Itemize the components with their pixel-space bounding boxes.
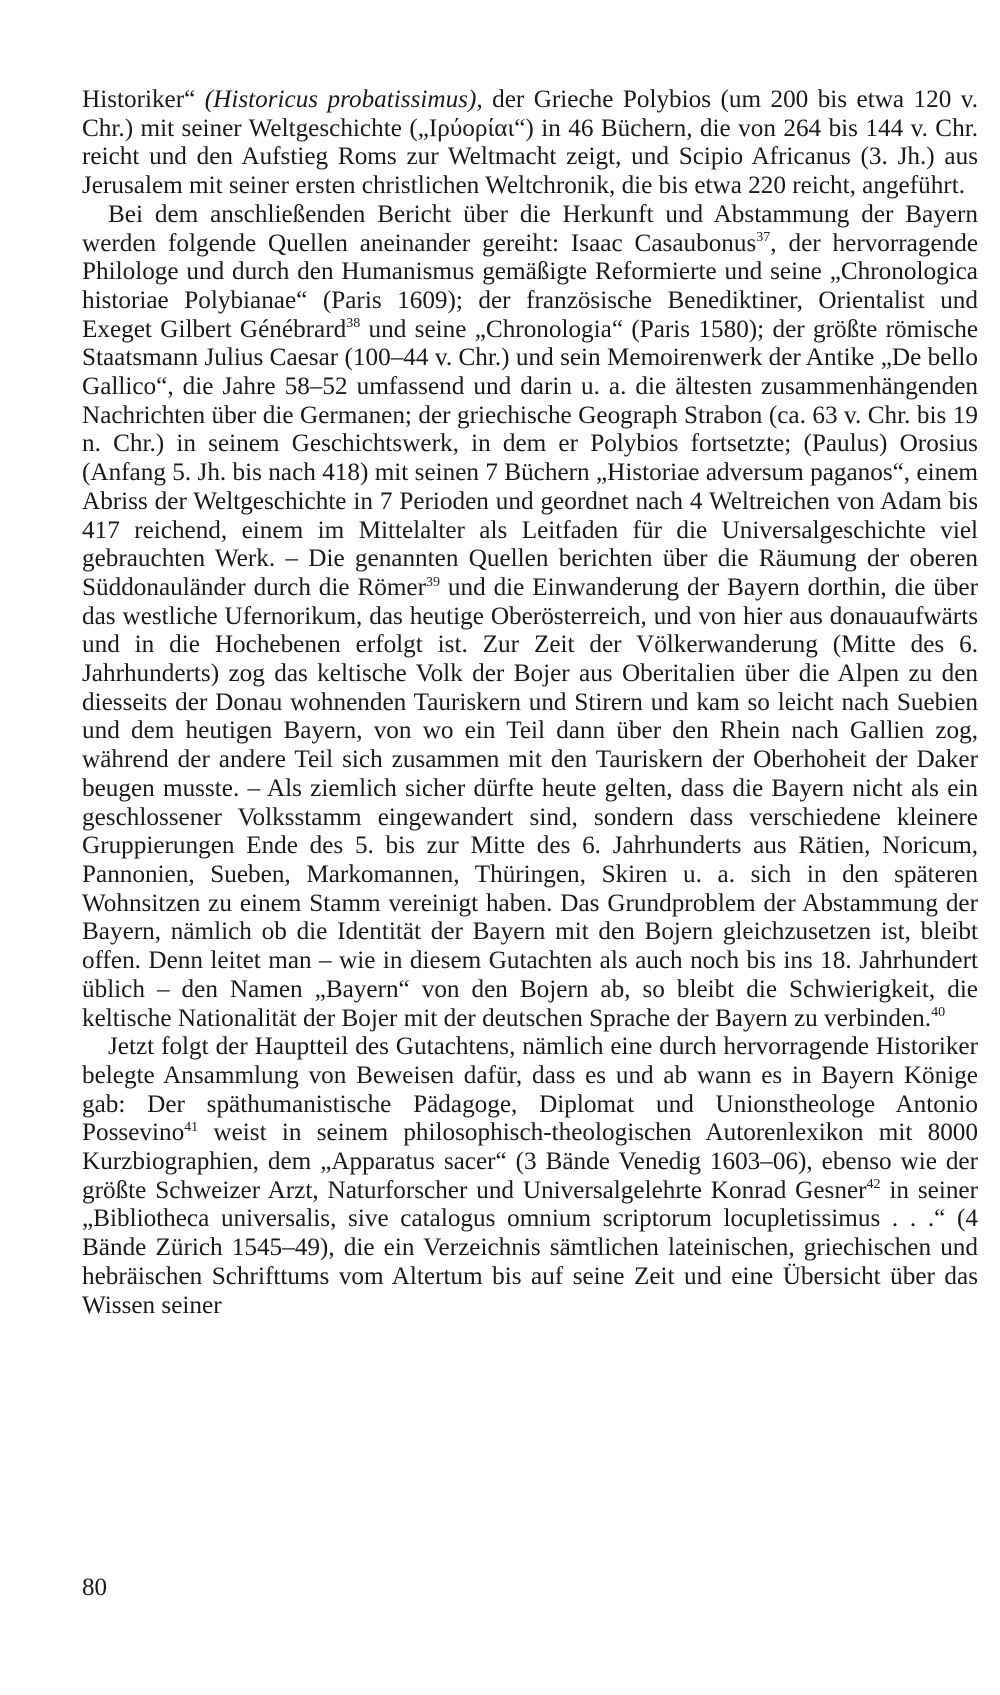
text-segment: und seine „Chronologia“ (Paris 1580); der größte römische Staatsmann Julius Caesar (100–44 v. Chr.) und sein Memoirenwerk der Antike „De bello Gallico“, die Jahre 58–52 umfassend und darin u. a. die ältesten zusammenhängenden Nachrichten über die Germanen; der griechische Geograph Strabon (ca. 63 v. Chr. bis 19 n. Chr.) in seinem Geschichtswerk, in dem er Polybios fortsetzte; (Paulus) Orosius (Anfang 5. Jh. bis nach 418) mit seinen 7 Büchern „Historiae adversum paganos“, einem Abriss der Weltgeschichte in 7 Perioden und geordnet nach 4 Weltreichen von Adam bis 417 reichend, einem im Mittelalter als Leitfaden für die Universalgeschichte viel gebrauchten Werk. – Die genannten Quellen berichten über die Räumung der oberen Süddonauländer durch die Römer [82, 315, 978, 601]
footnote-ref: 42 [866, 1177, 881, 1193]
footnote-ref: 40 [931, 1005, 946, 1021]
text-segment: , der hervorragende Philologe und durch den Humanismus gemäßigte Reformierte und seine „Chronologica historiae Polybianae“ (Paris 1609); der französische Benediktiner, Orientalist und Exeget Gilbert Génébrard [82, 229, 978, 343]
paragraph-3 [82, 1033, 978, 1320]
footnote-ref: 39 [426, 574, 441, 590]
footnote-ref: 37 [756, 230, 771, 246]
italic-text: (Historicus probatissimus), [204, 86, 483, 113]
text-segment: weist in seinem philosophisch-theologischen Autorenlexikon mit 8000 Kurzbiographien, dem „Apparatus sacer“ (3 Bände Venedig 1603–06), ebenso wie der größte Schweizer Arzt, Naturforscher und Universalgelehrte Konrad Gesner [82, 1119, 978, 1204]
page-body [82, 86, 978, 1320]
text-segment: und die Einwanderung der Bayern dorthin, die über das westliche Ufernorikum, das heutige Oberösterreich, und von hier aus donauaufwärts und in die Hochebenen erfolgt ist. Zur Zeit der Völkerwanderung (Mitte des 6. Jahrhunderts) zog das keltische Volk der Bojer aus Oberitalien über die Alpen zu den diesseits der Donau wohnenden Tauriskern und Stirern und kam so leicht nach Suebien und dem heutigen Bayern, von wo ein Teil dann über den Rhein nach Gallien zog, während der andere Teil sich zusammen mit den Tauriskern der Oberhoheit der Daker beugen musste. – Als ziemlich sicher dürfte heute gelten, dass die Bayern nicht als ein geschlossener Volksstamm eingewandert sind, sondern dass verschiedene kleinere Gruppierungen Ende des 5. bis zur Mitte des 6. Jahrhunderts aus Rätien, Noricum, Pannonien, Sueben, Markomannen, Thüringen, Skiren u. a. sich in den späteren Wohnsitzen zu einem Stamm vereinigt haben. Das Grundproblem der Abstammung der Bayern, nämlich ob die Identität der Bayern mit den Bojern gleichzusetzen ist, bleibt offen. Denn leitet man – wie in diesem Gutachten als auch noch bis ins 18. Jahrhundert üblich – den Namen „Bayern“ von den Bojern ab, so bleibt die Schwierigkeit, die keltische Nationalität der Bojer mit der deutschen Sprache der Bayern zu verbinden. [82, 573, 978, 1032]
text-segment: Jetzt folgt der Hauptteil des Gutachtens, nämlich eine durch hervorragende Historiker belegte Ansammlung von Beweisen dafür, dass es und ab wann es in Bayern Könige gab: Der späthumanistische Pädagoge, Diplomat und Unionstheologe Antonio Possevino [82, 1033, 978, 1147]
footnote-ref: 41 [184, 1119, 199, 1135]
footnote-ref: 38 [346, 316, 361, 332]
text-segment: Bei dem anschließenden Bericht über die Herkunft und Abstammung der Bayern werden folgende Quellen aneinander gereiht: Isaac Casaubonus [82, 200, 978, 257]
paragraph-2 [82, 201, 978, 1033]
paragraph-1 [82, 86, 978, 201]
text-segment: der Grieche Polybios (um 200 bis etwa 120 v. Chr.) mit seiner Weltgeschichte („Ιρύορίαι“) in 46 Büchern, die von 264 bis 144 v. Chr. reicht und den Aufstieg Roms zur Weltmacht zeigt, und Scipio Africanus (3. Jh.) aus Jerusalem mit seiner ersten christlichen Weltchronik, die bis etwa 220 reicht, angeführt. [82, 86, 978, 200]
text-segment: in seiner „Bibliotheca universalis, sive catalogus omnium scriptorum locupletissimus . . .“ (4 Bände Zürich 1545–49), die ein Verzeichnis sämtlichen lateinischen, griechischen und hebräischen Schrifttums vom Altertum bis auf seine Zeit und eine Übersicht über das Wissen seiner [82, 1176, 978, 1319]
page-number: 80 [82, 1574, 107, 1601]
text-segment: Historiker“ [82, 86, 205, 113]
